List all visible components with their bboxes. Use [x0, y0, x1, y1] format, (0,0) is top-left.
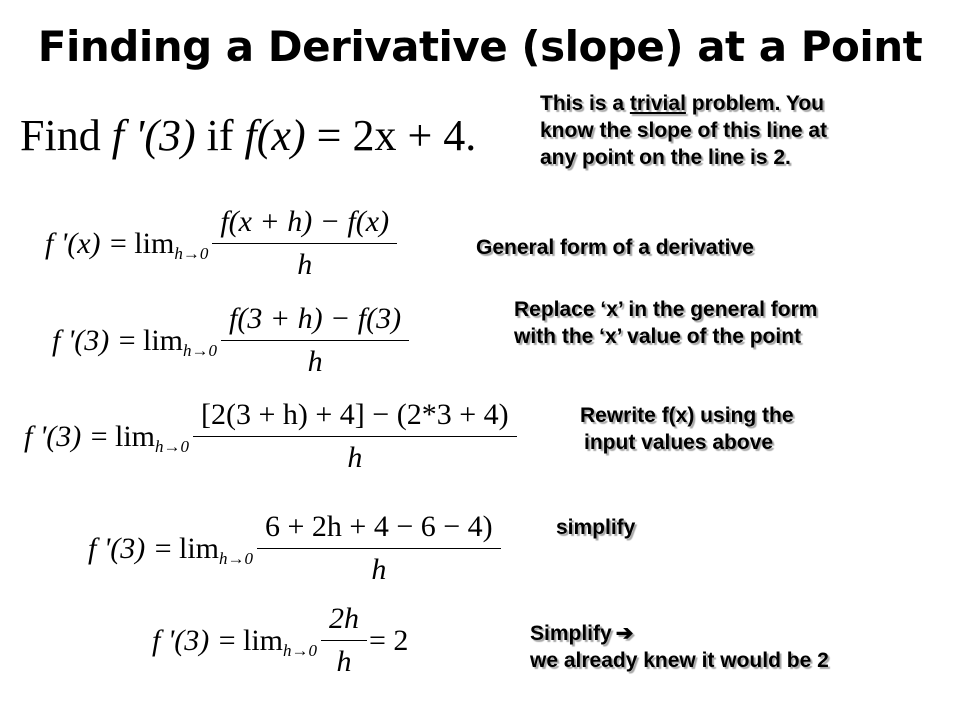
- eq4-limit: lim $_{h\to 0}$: [178, 531, 253, 568]
- equation-replace-x: [52, 302, 411, 379]
- note-trivial-post: problem. You: [685, 92, 824, 115]
- note-rewrite-line1: Rewrite f(x) using the: [580, 404, 794, 427]
- arrow-right-icon: ➔: [615, 622, 634, 645]
- equation-simplify: [88, 510, 503, 587]
- eq1-fraction: [216, 205, 393, 282]
- problem-fx: f(x): [244, 111, 306, 160]
- problem-if: if: [206, 111, 234, 160]
- eq1-limit: lim $_{h\to 0}$: [134, 226, 209, 263]
- note-trivial-pre: This is a: [540, 92, 630, 115]
- problem-statement: [20, 110, 476, 161]
- eq4-lhs: f '(3) =: [88, 531, 173, 565]
- note-replace-line2: with the ‘x’ value of the point: [514, 325, 802, 348]
- problem-expression: 2x + 4.: [352, 111, 477, 160]
- eq4-numerator: 6 + 2h + 4 − 6 − 4): [265, 510, 493, 543]
- note-trivial-underlined: trivial: [629, 92, 686, 115]
- eq5-fraction: [325, 602, 363, 679]
- note-general-form: General form of a derivative: [476, 236, 754, 259]
- eq2-limit: lim $_{h\to 0}$: [142, 323, 217, 360]
- eq3-fraction: [197, 398, 513, 475]
- eq2-fraction: [225, 302, 405, 379]
- find-word: Find: [20, 111, 101, 160]
- slide-title: Finding a Derivative (slope) at a Point: [37, 22, 923, 71]
- eq4-fraction: [261, 510, 497, 587]
- eq5-denominator: h: [321, 640, 367, 679]
- eq3-limit: lim $_{h\to 0}$: [114, 419, 189, 456]
- equation-rewrite: [24, 398, 519, 475]
- note-trivial-line2: know the slope of this line at: [540, 119, 828, 142]
- eq2-denominator: h: [221, 340, 409, 379]
- eq5-limit: lim $_{h\to 0}$: [242, 623, 317, 660]
- eq5-lhs: f '(3) =: [152, 623, 237, 657]
- eq2-numerator: f(3 + h) − f(3): [229, 302, 402, 335]
- eq1-denominator: h: [212, 243, 397, 282]
- note-final-line1: Simplify: [530, 622, 612, 645]
- note-trivial-line3: any point on the line is 2.: [540, 146, 791, 169]
- note-rewrite: [580, 402, 794, 456]
- eq1-numerator: f(x + h) − f(x): [220, 205, 390, 238]
- note-trivial: [540, 90, 827, 171]
- eq5-result: = 2: [369, 623, 409, 657]
- problem-equals: =: [316, 111, 342, 160]
- eq4-denominator: h: [257, 548, 501, 587]
- eq3-numerator: [2(3 + h) + 4] − (2*3 + 4): [201, 398, 509, 431]
- eq2-lhs: f '(3) =: [52, 323, 137, 357]
- eq1-lhs: f '(x) =: [45, 226, 129, 260]
- equation-general-form: [45, 205, 399, 282]
- note-replace: [514, 296, 817, 350]
- note-replace-line1: Replace ‘x’ in the general form: [514, 298, 818, 321]
- note-rewrite-line2: input values above: [584, 431, 774, 454]
- equation-result: [152, 602, 408, 679]
- problem-fprime: f '(3): [111, 111, 196, 160]
- note-simplify-final: [530, 620, 829, 674]
- eq3-denominator: h: [193, 436, 517, 475]
- note-simplify: simplify: [556, 516, 636, 539]
- eq5-numerator: 2h: [329, 602, 359, 635]
- note-final-line2: we already knew it would be 2: [530, 649, 829, 672]
- eq3-lhs: f '(3) =: [24, 419, 109, 453]
